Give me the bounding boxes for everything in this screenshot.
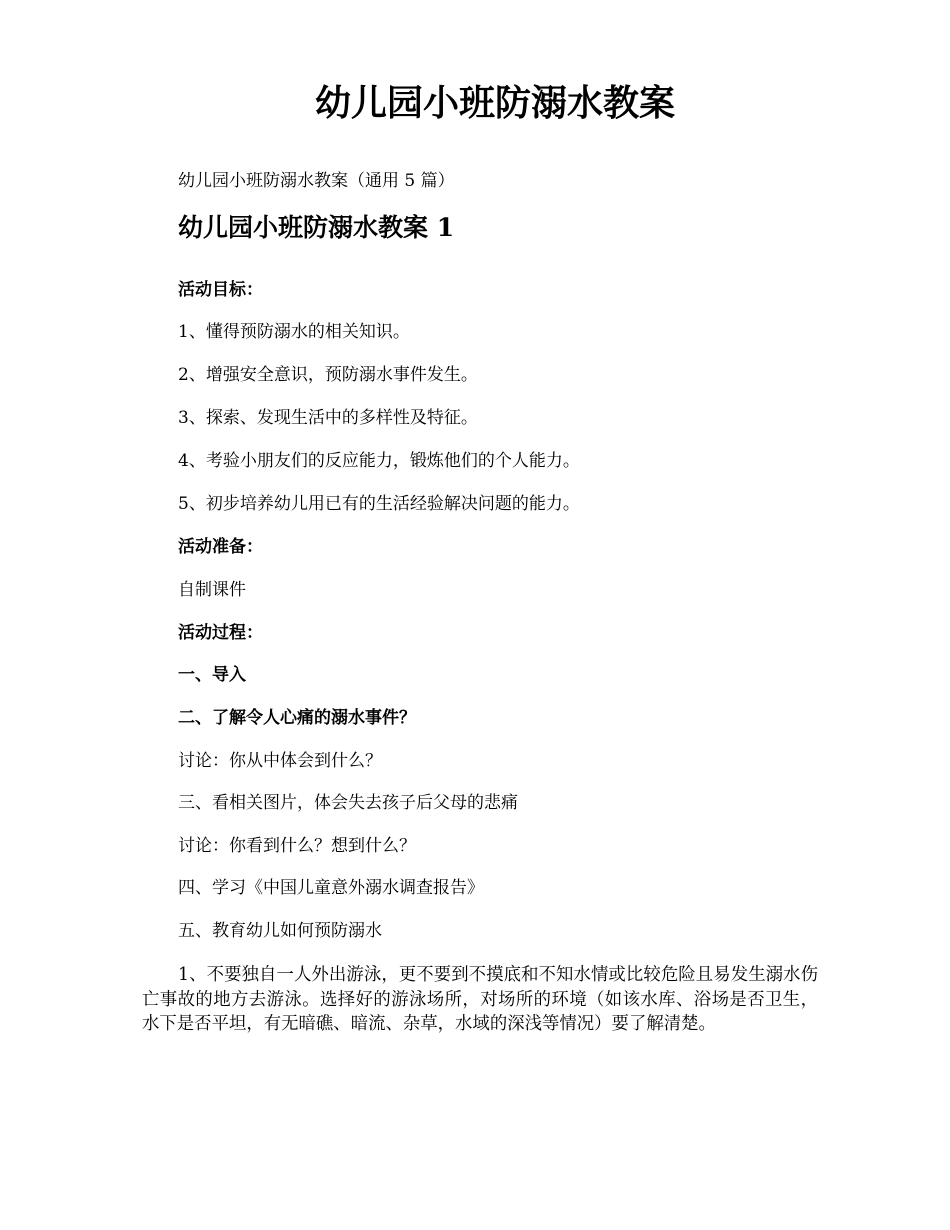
process-step: 五、教育幼儿如何预防溺水 xyxy=(178,921,382,941)
goal-item: 5、初步培养幼儿用已有的生活经验解决问题的能力。 xyxy=(178,494,580,514)
discussion-text: 讨论：你看到什么？想到什么？ xyxy=(178,836,416,856)
goal-item: 3、探索、发现生活中的多样性及特征。 xyxy=(178,408,478,428)
goal-item: 4、考验小朋友们的反应能力，锻炼他们的个人能力。 xyxy=(178,451,580,471)
goal-item: 1、懂得预防溺水的相关知识。 xyxy=(178,322,410,342)
document-title: 幼儿园小班防溺水教案 xyxy=(314,83,675,124)
goal-item: 2、增强安全意识，预防溺水事件发生。 xyxy=(178,365,478,385)
process-step: 三、看相关图片，体会失去孩子后父母的悲痛 xyxy=(178,793,518,813)
process-heading: 活动过程： xyxy=(178,623,263,643)
prep-heading: 活动准备： xyxy=(178,537,263,557)
prep-text: 自制课件 xyxy=(178,580,246,600)
process-step: 二、了解令人心痛的溺水事件？ xyxy=(178,708,416,728)
process-step: 四、学习《中国儿童意外溺水调查报告》 xyxy=(178,878,484,898)
discussion-text: 讨论：你从中体会到什么？ xyxy=(178,751,382,771)
document-subtitle: 幼儿园小班防溺水教案（通用 5 篇） xyxy=(178,171,455,191)
process-step: 一、导入 xyxy=(178,665,246,685)
body-paragraph: 1、不要独自一人外出游泳，更不要到不摸底和不知水情或比较危险且易发生溺水伤亡事故的地方去游泳。选择好的游泳场所，对场所的环境（如该水库、浴场是否卫生，水下是否平坦，有无暗礁、暗流、杂草，水域的深浅等情况）要了解清楚。 xyxy=(142,965,818,1034)
section-heading: 幼儿园小班防溺水教案 1 xyxy=(178,213,455,242)
goals-heading: 活动目标： xyxy=(178,280,263,300)
